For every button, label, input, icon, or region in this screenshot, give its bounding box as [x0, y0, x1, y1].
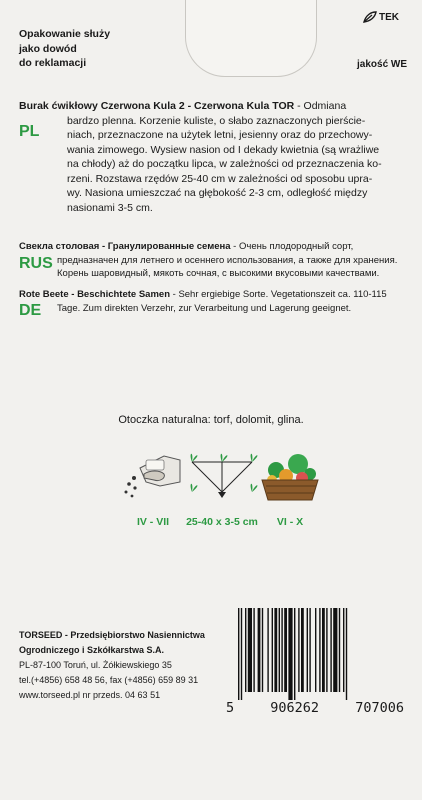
notice-line: do reklamacji — [19, 57, 87, 69]
text-ru: - Очень плодородный сорт, — [230, 241, 354, 252]
description-pl — [19, 99, 407, 215]
text-pl: wy. Nasiona umieszczać na głębokość 2-3 cm, odległość między — [67, 187, 368, 199]
sowing-period-label: IV - VII — [136, 516, 170, 528]
text-pl: na chłody) aż do początku lipca, w zależności od przeznaczenia ko- — [67, 158, 382, 170]
lang-code-pl: PL — [19, 123, 40, 140]
text-de: Tage. Zum direkten Verzehr, zur Verarbeitung und Lagerung geeignet. — [57, 302, 352, 314]
text-ru: Корень шаровидный, мякоть сочная, с высокими вкусовыми качествами. — [57, 268, 380, 279]
notice-line: Opakowanie służy — [19, 28, 111, 40]
description-de — [19, 288, 407, 319]
variety-title-ru: Свекла столовая - Гранулированные семена — [19, 241, 231, 252]
company-info — [19, 628, 219, 703]
company-name: Ogrodniczego i Szkółkarstwa S.A. — [19, 645, 165, 655]
barcode-digit-group: 5 — [226, 700, 235, 716]
barcode-digit-group: 906262 — [270, 700, 320, 716]
text-pl: rzeni. Rozstawa rzędów 25-40 cm w zależności od sposobu upra- — [67, 172, 373, 185]
variety-title-pl: Burak ćwikłowy Czerwona Kula 2 - Czerwona Kula TOR — [19, 100, 295, 112]
barcode — [236, 608, 398, 700]
company-web: www.torseed.pl nr przeds. 04 63 51 — [19, 690, 161, 700]
variety-title-de: Rote Beete - Beschichtete Samen — [19, 289, 170, 300]
text-de: - Sehr ergiebige Sorte. Vegetationszeit ca. 110-115 — [170, 289, 387, 300]
text-pl: - Odmiana — [294, 100, 347, 112]
text-pl: niach, przeznaczone na użytek letni, jesienny oraz do przechowy- — [67, 129, 373, 141]
spacing-diagram-icon — [182, 448, 262, 511]
logo-text: TEK — [379, 11, 399, 23]
harvest-period-label: VI - X — [276, 516, 304, 528]
spacing-label: 25-40 x 3-5 cm — [186, 516, 258, 528]
quality-label: jakość WE — [357, 59, 408, 70]
text-pl: wania zimowego. Wysiew nasion od I dekady kwietnia (są wrażliwe — [67, 143, 380, 156]
complaint-notice — [19, 27, 159, 71]
sowing-hand-icon — [120, 448, 184, 511]
lang-code-ru: RUS — [19, 255, 53, 272]
text-pl: nasionami 3-5 cm. — [67, 201, 153, 214]
hanger-tab-outline — [185, 0, 317, 77]
company-address: PL-87-100 Toruń, ul. Żółkiewskiego 35 — [19, 660, 172, 670]
company-phone: tel.(+4856) 658 48 56, fax (+4856) 659 89 31 — [19, 675, 199, 685]
company-name: TORSEED - Przedsiębiorstwo Nasiennictwa — [19, 630, 205, 640]
barcode-digits — [226, 700, 404, 716]
leaf-logo-icon — [363, 11, 377, 23]
brand-logo — [363, 11, 399, 23]
description-ru — [19, 240, 407, 281]
barcode-digit-group: 707006 — [355, 700, 404, 716]
text-pl: bardzo plenna. Korzenie kuliste, o słabo zaznaczonych pierście- — [67, 114, 366, 127]
harvest-basket-icon — [258, 448, 322, 511]
coating-info: Otoczka naturalna: torf, dolomit, glina. — [118, 414, 304, 426]
lang-code-de: DE — [19, 302, 42, 319]
notice-line: jako dowód — [19, 42, 77, 55]
text-ru: предназначен для летнего и осеннего использования, а также для хранения. — [57, 254, 398, 266]
